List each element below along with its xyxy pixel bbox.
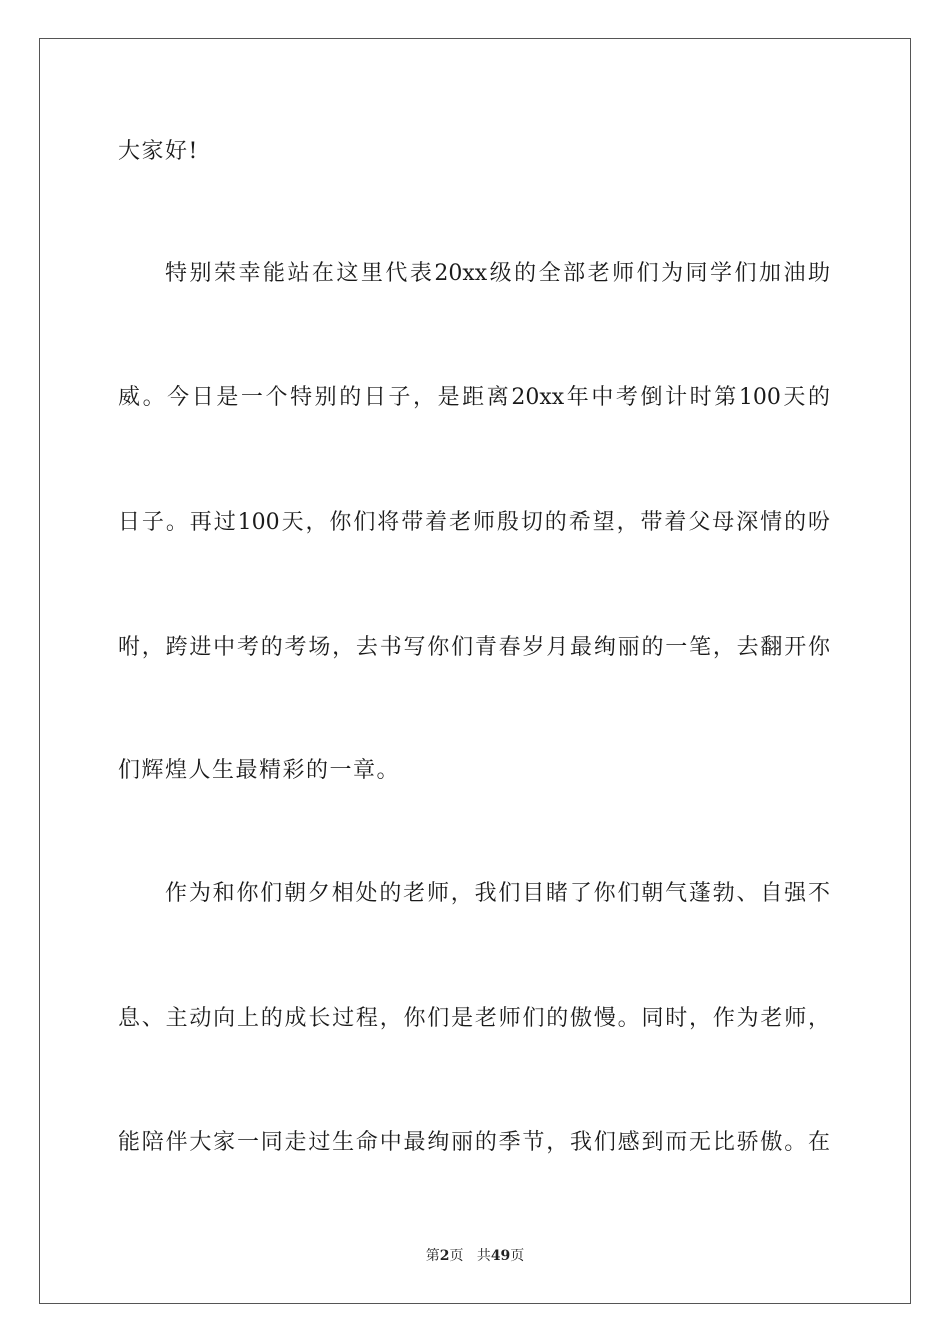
text-line-6: 们辉煌人生最精彩的一章。	[118, 758, 401, 783]
page-footer	[0, 1247, 950, 1265]
text-line-7: 作为和你们朝夕相处的老师，我们目睹了你们朝气蓬勃、自强不	[165, 881, 830, 906]
total-pages: 49	[490, 1248, 511, 1264]
page-number-prefix: 第	[425, 1248, 440, 1264]
text-line-8: 息、主动向上的成长过程，你们是老师们的傲慢。同时，作为老师，	[118, 1006, 830, 1031]
text-line-9: 能陪伴大家一同走过生命中最绚丽的季节，我们感到而无比骄傲。在	[118, 1130, 830, 1155]
page-number: 2	[439, 1248, 450, 1264]
text-line-3: 威。今日是一个特别的日子，是距离20xx年中考倒计时第100天的	[118, 385, 830, 410]
page-number-suffix: 页	[449, 1248, 464, 1264]
text-line-5: 咐，跨进中考的考场，去书写你们青春岁月最绚丽的一笔，去翻开你	[118, 635, 830, 660]
page-frame	[39, 38, 911, 1304]
total-pages-suffix: 页	[510, 1248, 525, 1264]
text-line-4: 日子。再过100天，你们将带着老师殷切的希望，带着父母深情的吩	[118, 510, 830, 535]
text-line-2: 特别荣幸能站在这里代表20xx级的全部老师们为同学们加油助	[165, 261, 830, 286]
text-line-1: 大家好!	[118, 139, 199, 164]
total-pages-prefix: 共	[476, 1248, 491, 1264]
